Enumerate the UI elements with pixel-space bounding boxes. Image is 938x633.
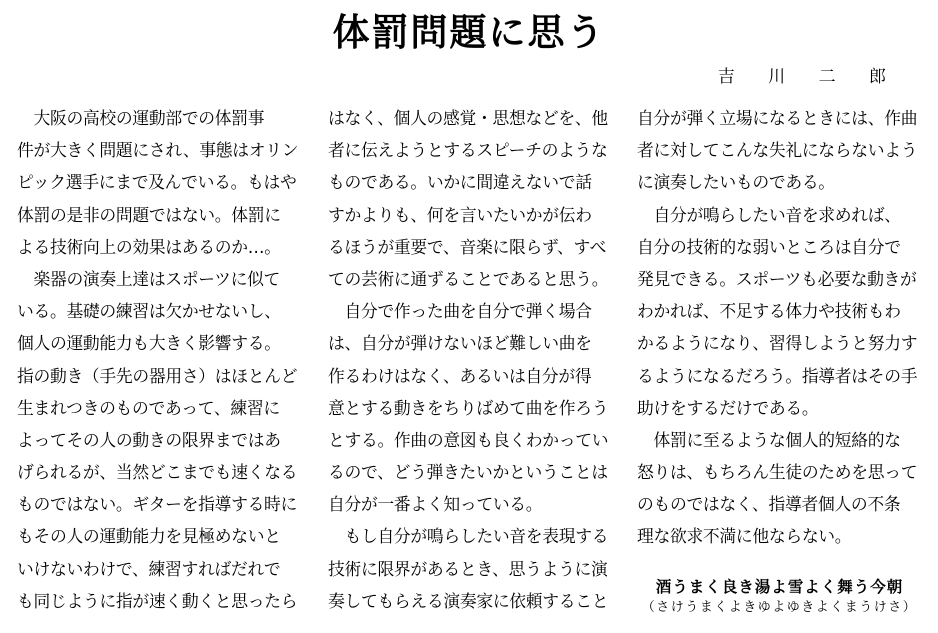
text-line: 自分の技術的な弱いところは自分で (637, 236, 901, 257)
text-line: 大阪の高校の運動部での体罰事 (17, 108, 265, 128)
text-line: もその人の運動能力を見極めないと (17, 526, 281, 547)
text-line: に演奏したいものである。 (637, 172, 835, 193)
text-line: 自分で作った曲を自分で弾く場合 (328, 301, 592, 322)
text-line: げられるが、当然どこまでも速くなる (17, 462, 298, 483)
text-line: ものである。いかに間違えないで話 (328, 172, 592, 193)
text-line: 個人の運動能力も大きく影響する。 (17, 333, 281, 354)
text-line: 自分が一番よく知っている。 (328, 494, 543, 515)
text-line: よってその人の動きの限界まではあ (17, 429, 281, 450)
text-line: ピック選手にまで及んでいる。もはや (17, 172, 297, 193)
text-line: かるようになり、習得しようと努力す (637, 333, 918, 354)
text-line: 発見できる。スポーツも必要な動きが (637, 268, 917, 289)
text-line: ての芸術に通ずることであると思う。 (328, 268, 609, 289)
text-line: ものではない。ギターを指導する時に (17, 494, 298, 515)
text-line: もし自分が鳴らしたい音を表現する (328, 526, 609, 547)
text-line: も同じように指が速く動くと思ったら (17, 590, 298, 611)
text-column-2 (328, 102, 618, 633)
text-line: 生まれつきのものであって、練習に (17, 397, 280, 418)
text-line: 件が大きく問題にされ、事態はオリン (17, 140, 299, 161)
text-line: は、自分が弾けないほど難しい曲を (328, 333, 592, 354)
text-line: 楽器の演奏上達はスポーツに似て (17, 268, 281, 289)
palindrome-proverb: 酒うまく良き湯よ雪よく舞う今朝 (655, 577, 904, 596)
text-column-3-body (637, 102, 922, 572)
text-line: 助けをするだけである。 (637, 397, 819, 418)
text-column-1 (17, 102, 307, 633)
text-line: 体罰に至るような個人的短絡的な (637, 429, 901, 450)
text-line: 自分が弾く立場になるときには、作曲 (637, 108, 918, 128)
author-name: 吉 川 二 郎 (717, 67, 900, 87)
palindrome-reading: （さけうまくよきゆよゆきよくまうけさ） (641, 600, 918, 615)
text-line: 意とする動きをちりばめて曲を作ろう (328, 397, 609, 418)
text-line: 奏してもらえる演奏家に依頼すること (328, 590, 609, 611)
text-line: いけないわけで、練習すればだれで (17, 558, 281, 579)
text-line: のものではなく、指導者個人の不条 (637, 494, 901, 515)
text-line: るので、どう弾きたいかということは (328, 462, 608, 483)
text-line: はなく、個人の感覚・思想などを、他 (328, 108, 608, 128)
text-line: よる技術向上の効果はあるのか…。 (17, 236, 281, 257)
text-line: るほうが重要で、音楽に限らず、すべ (328, 236, 607, 257)
text-line: すかよりも、何を言いたいかが伝わ (328, 204, 592, 225)
text-line: 体罰の是非の問題ではない。体罰に (17, 204, 281, 225)
article-title: 体罰問題に思う (332, 11, 606, 54)
text-line: とする。作曲の意図も良くわかってい (328, 429, 609, 450)
text-line: 怒りは、もちろん生徒のためを思って (637, 462, 918, 483)
text-column-3 (637, 102, 922, 633)
text-line: 作るわけはなく、あるいは自分が得 (328, 365, 592, 386)
text-line: 者に対してこんな失礼にならないよう (637, 140, 918, 161)
text-line: わかれば、不足する体力や技術もわ (637, 301, 901, 322)
text-line: 自分が鳴らしたい音を求めれば、 (637, 204, 901, 225)
text-line: 技術に限界があるとき、思うように演 (328, 558, 608, 579)
text-line: 指の動き（手先の器用さ）はほとんど (17, 365, 298, 386)
text-line: 者に伝えようとするスピーチのような (328, 140, 608, 161)
text-line: 理な欲求不満に他ならない。 (637, 526, 852, 547)
text-line: るようになるだろう。指導者はその手 (637, 365, 918, 386)
text-line: いる。基礎の練習は欠かせないし、 (17, 301, 281, 322)
